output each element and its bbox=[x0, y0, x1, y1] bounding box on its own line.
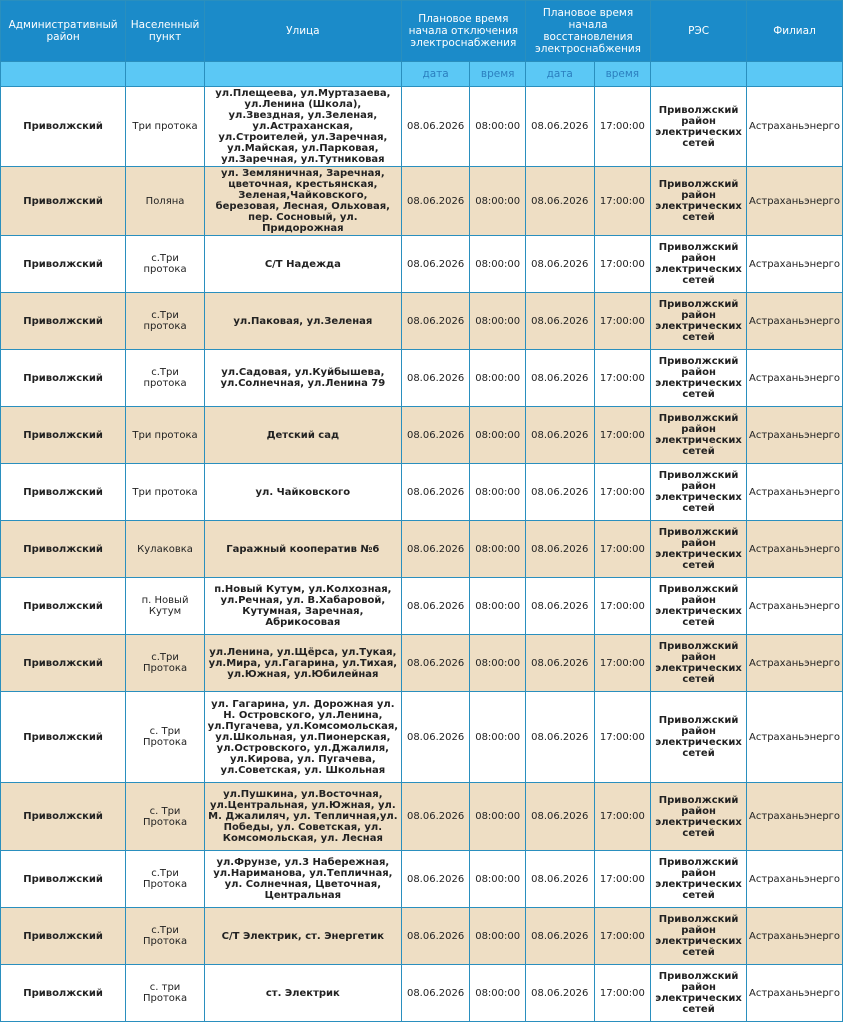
cell-street: ул.Ленина, ул.Щёрса, ул.Тукая, ул.Мира, ул.Гагарина, ул.Тихая, ул.Южная, ул.Юбилейная bbox=[204, 635, 401, 692]
cell-off-date: 08.06.2026 bbox=[401, 87, 470, 167]
cell-locality: Три протока bbox=[126, 464, 205, 521]
cell-locality: п. Новый Кутум bbox=[126, 578, 205, 635]
cell-off-date: 08.06.2026 bbox=[401, 783, 470, 851]
cell-district: Приволжский bbox=[1, 635, 126, 692]
cell-on-date: 08.06.2026 bbox=[525, 464, 594, 521]
table-row bbox=[1, 521, 843, 578]
cell-on-date: 08.06.2026 bbox=[525, 293, 594, 350]
cell-street: ул. Чайковского bbox=[204, 464, 401, 521]
cell-on-time: 17:00:00 bbox=[594, 293, 651, 350]
cell-on-date: 08.06.2026 bbox=[525, 167, 594, 236]
cell-off-time: 08:00:00 bbox=[470, 87, 526, 167]
cell-res: Приволжский район электрических сетей bbox=[651, 965, 747, 1022]
cell-res: Приволжский район электрических сетей bbox=[651, 851, 747, 908]
table-row bbox=[1, 87, 843, 167]
header-row bbox=[1, 1, 843, 62]
cell-district: Приволжский bbox=[1, 908, 126, 965]
cell-locality: с. Три Протока bbox=[126, 783, 205, 851]
cell-district: Приволжский bbox=[1, 851, 126, 908]
cell-res: Приволжский район электрических сетей bbox=[651, 578, 747, 635]
cell-street: С/Т Надежда bbox=[204, 236, 401, 293]
sub-off-time: время bbox=[470, 62, 526, 87]
cell-on-date: 08.06.2026 bbox=[525, 87, 594, 167]
table-row bbox=[1, 783, 843, 851]
cell-on-time: 17:00:00 bbox=[594, 908, 651, 965]
col-locality: Населенный пункт bbox=[126, 1, 205, 62]
cell-off-time: 08:00:00 bbox=[470, 783, 526, 851]
cell-off-time: 08:00:00 bbox=[470, 692, 526, 783]
cell-on-time: 17:00:00 bbox=[594, 965, 651, 1022]
cell-branch: Астраханьэнерго bbox=[747, 236, 843, 293]
table-row bbox=[1, 293, 843, 350]
cell-district: Приволжский bbox=[1, 464, 126, 521]
col-off-time: Плановое время начала отключения электроснабжения bbox=[401, 1, 525, 62]
cell-branch: Астраханьэнерго bbox=[747, 908, 843, 965]
cell-on-time: 17:00:00 bbox=[594, 851, 651, 908]
cell-street: ул.Садовая, ул.Куйбышева, ул.Солнечная, ул.Ленина 79 bbox=[204, 350, 401, 407]
cell-res: Приволжский район электрических сетей bbox=[651, 87, 747, 167]
cell-on-date: 08.06.2026 bbox=[525, 965, 594, 1022]
cell-district: Приволжский bbox=[1, 578, 126, 635]
cell-off-time: 08:00:00 bbox=[470, 521, 526, 578]
cell-branch: Астраханьэнерго bbox=[747, 167, 843, 236]
cell-res: Приволжский район электрических сетей bbox=[651, 783, 747, 851]
cell-res: Приволжский район электрических сетей bbox=[651, 908, 747, 965]
sub-on-time: время bbox=[594, 62, 651, 87]
cell-res: Приволжский район электрических сетей bbox=[651, 236, 747, 293]
cell-on-date: 08.06.2026 bbox=[525, 851, 594, 908]
cell-off-date: 08.06.2026 bbox=[401, 293, 470, 350]
table-row bbox=[1, 167, 843, 236]
cell-on-date: 08.06.2026 bbox=[525, 908, 594, 965]
cell-district: Приволжский bbox=[1, 783, 126, 851]
cell-locality: с.Три Протока bbox=[126, 908, 205, 965]
table-row bbox=[1, 635, 843, 692]
cell-on-date: 08.06.2026 bbox=[525, 692, 594, 783]
col-on-time: Плановое время начала восстановления электроснабжения bbox=[525, 1, 650, 62]
cell-branch: Астраханьэнерго bbox=[747, 578, 843, 635]
cell-branch: Астраханьэнерго bbox=[747, 407, 843, 464]
cell-off-date: 08.06.2026 bbox=[401, 965, 470, 1022]
cell-branch: Астраханьэнерго bbox=[747, 692, 843, 783]
cell-off-time: 08:00:00 bbox=[470, 407, 526, 464]
cell-on-time: 17:00:00 bbox=[594, 236, 651, 293]
col-res: РЭС bbox=[651, 1, 747, 62]
cell-branch: Астраханьэнерго bbox=[747, 464, 843, 521]
cell-res: Приволжский район электрических сетей bbox=[651, 350, 747, 407]
cell-off-time: 08:00:00 bbox=[470, 236, 526, 293]
cell-locality: Поляна bbox=[126, 167, 205, 236]
cell-on-time: 17:00:00 bbox=[594, 578, 651, 635]
cell-street: Детский сад bbox=[204, 407, 401, 464]
cell-branch: Астраханьэнерго bbox=[747, 783, 843, 851]
cell-locality: Кулаковка bbox=[126, 521, 205, 578]
cell-on-date: 08.06.2026 bbox=[525, 578, 594, 635]
cell-district: Приволжский bbox=[1, 167, 126, 236]
cell-branch: Астраханьэнерго bbox=[747, 293, 843, 350]
cell-branch: Астраханьэнерго bbox=[747, 965, 843, 1022]
col-street: Улица bbox=[204, 1, 401, 62]
cell-street: п.Новый Кутум, ул.Колхозная, ул.Речная, ул. В.Хабаровой, Кутумная, Заречная, Абрикосовая bbox=[204, 578, 401, 635]
cell-off-date: 08.06.2026 bbox=[401, 407, 470, 464]
cell-district: Приволжский bbox=[1, 350, 126, 407]
cell-district: Приволжский bbox=[1, 692, 126, 783]
cell-res: Приволжский район электрических сетей bbox=[651, 407, 747, 464]
cell-on-time: 17:00:00 bbox=[594, 350, 651, 407]
cell-off-date: 08.06.2026 bbox=[401, 521, 470, 578]
cell-on-time: 17:00:00 bbox=[594, 167, 651, 236]
cell-res: Приволжский район электрических сетей bbox=[651, 521, 747, 578]
cell-on-time: 17:00:00 bbox=[594, 87, 651, 167]
cell-off-time: 08:00:00 bbox=[470, 578, 526, 635]
cell-district: Приволжский bbox=[1, 407, 126, 464]
cell-on-time: 17:00:00 bbox=[594, 783, 651, 851]
cell-locality: с.Три протока bbox=[126, 236, 205, 293]
table-row bbox=[1, 965, 843, 1022]
cell-on-time: 17:00:00 bbox=[594, 692, 651, 783]
cell-street: ул. Гагарина, ул. Дорожная ул. Н. Островского, ул.Ленина, ул.Пугачева, ул.Комсомольская, ул.Школьная, ул.Пионерская, ул.Островского, ул.Джалиля, ул.Кирова, ул. Пугачева, ул.Советская, ул. Школьная bbox=[204, 692, 401, 783]
cell-branch: Астраханьэнерго bbox=[747, 521, 843, 578]
table-row bbox=[1, 464, 843, 521]
cell-off-time: 08:00:00 bbox=[470, 851, 526, 908]
sub-on-date: дата bbox=[525, 62, 594, 87]
cell-street: ул.Плещеева, ул.Муртазаева, ул.Ленина (Школа), ул.Звездная, ул.Зеленая, ул.Астраханская, ул.Строителей, ул.Заречная, ул.Майская, ул.Парковая, ул.Заречная, ул.Тутниковая bbox=[204, 87, 401, 167]
cell-off-time: 08:00:00 bbox=[470, 167, 526, 236]
cell-locality: с.Три Протока bbox=[126, 635, 205, 692]
cell-off-date: 08.06.2026 bbox=[401, 851, 470, 908]
cell-off-date: 08.06.2026 bbox=[401, 635, 470, 692]
cell-street: Гаражный кооператив №6 bbox=[204, 521, 401, 578]
cell-off-time: 08:00:00 bbox=[470, 908, 526, 965]
cell-res: Приволжский район электрических сетей bbox=[651, 167, 747, 236]
table-row bbox=[1, 578, 843, 635]
cell-street: С/Т Электрик, ст. Энергетик bbox=[204, 908, 401, 965]
cell-branch: Астраханьэнерго bbox=[747, 851, 843, 908]
table-row bbox=[1, 236, 843, 293]
cell-res: Приволжский район электрических сетей bbox=[651, 635, 747, 692]
table-row bbox=[1, 851, 843, 908]
col-branch: Филиал bbox=[747, 1, 843, 62]
cell-res: Приволжский район электрических сетей bbox=[651, 293, 747, 350]
cell-locality: с. Три Протока bbox=[126, 692, 205, 783]
cell-district: Приволжский bbox=[1, 521, 126, 578]
cell-off-date: 08.06.2026 bbox=[401, 350, 470, 407]
cell-off-time: 08:00:00 bbox=[470, 965, 526, 1022]
cell-on-date: 08.06.2026 bbox=[525, 350, 594, 407]
cell-street: ул.Пушкина, ул.Восточная, ул.Центральная, ул.Южная, ул. М. Джалиляч, ул. Тепличная,ул. Победы, ул. Советская, ул. Комсомольская, ул. Лесная bbox=[204, 783, 401, 851]
col-district: Административный район bbox=[1, 1, 126, 62]
cell-on-date: 08.06.2026 bbox=[525, 236, 594, 293]
cell-on-date: 08.06.2026 bbox=[525, 635, 594, 692]
cell-district: Приволжский bbox=[1, 87, 126, 167]
cell-branch: Астраханьэнерго bbox=[747, 87, 843, 167]
cell-street: ст. Электрик bbox=[204, 965, 401, 1022]
cell-district: Приволжский bbox=[1, 293, 126, 350]
cell-locality: с.Три Протока bbox=[126, 851, 205, 908]
cell-on-time: 17:00:00 bbox=[594, 464, 651, 521]
cell-off-date: 08.06.2026 bbox=[401, 167, 470, 236]
cell-off-date: 08.06.2026 bbox=[401, 236, 470, 293]
cell-branch: Астраханьэнерго bbox=[747, 350, 843, 407]
cell-off-time: 08:00:00 bbox=[470, 464, 526, 521]
cell-res: Приволжский район электрических сетей bbox=[651, 692, 747, 783]
cell-off-date: 08.06.2026 bbox=[401, 908, 470, 965]
cell-locality: с.Три протока bbox=[126, 350, 205, 407]
cell-branch: Астраханьэнерго bbox=[747, 635, 843, 692]
table-row bbox=[1, 350, 843, 407]
cell-off-time: 08:00:00 bbox=[470, 293, 526, 350]
cell-on-time: 17:00:00 bbox=[594, 635, 651, 692]
cell-locality: с. три Протока bbox=[126, 965, 205, 1022]
cell-street: ул.Паковая, ул.Зеленая bbox=[204, 293, 401, 350]
cell-district: Приволжский bbox=[1, 965, 126, 1022]
cell-off-date: 08.06.2026 bbox=[401, 692, 470, 783]
cell-locality: с.Три протока bbox=[126, 293, 205, 350]
cell-street: ул. Земляничная, Заречная, цветочная, крестьянская, Зеленая,Чайковского, березовая, Лесная, Ольховая, пер. Сосновый, ул. Придорожная bbox=[204, 167, 401, 236]
cell-on-time: 17:00:00 bbox=[594, 407, 651, 464]
cell-district: Приволжский bbox=[1, 236, 126, 293]
table-row bbox=[1, 908, 843, 965]
cell-on-date: 08.06.2026 bbox=[525, 783, 594, 851]
table-row bbox=[1, 692, 843, 783]
cell-off-date: 08.06.2026 bbox=[401, 578, 470, 635]
cell-street: ул.Фрунзе, ул.3 Набережная, ул.Нариманова, ул.Тепличная, ул. Солнечная, Цветочная, Центральная bbox=[204, 851, 401, 908]
subheader-row bbox=[1, 62, 843, 87]
cell-on-time: 17:00:00 bbox=[594, 521, 651, 578]
cell-locality: Три протока bbox=[126, 407, 205, 464]
sub-off-date: дата bbox=[401, 62, 470, 87]
cell-res: Приволжский район электрических сетей bbox=[651, 464, 747, 521]
cell-on-date: 08.06.2026 bbox=[525, 521, 594, 578]
table-row bbox=[1, 407, 843, 464]
cell-off-time: 08:00:00 bbox=[470, 635, 526, 692]
cell-off-time: 08:00:00 bbox=[470, 350, 526, 407]
cell-on-date: 08.06.2026 bbox=[525, 407, 594, 464]
cell-locality: Три протока bbox=[126, 87, 205, 167]
cell-off-date: 08.06.2026 bbox=[401, 464, 470, 521]
